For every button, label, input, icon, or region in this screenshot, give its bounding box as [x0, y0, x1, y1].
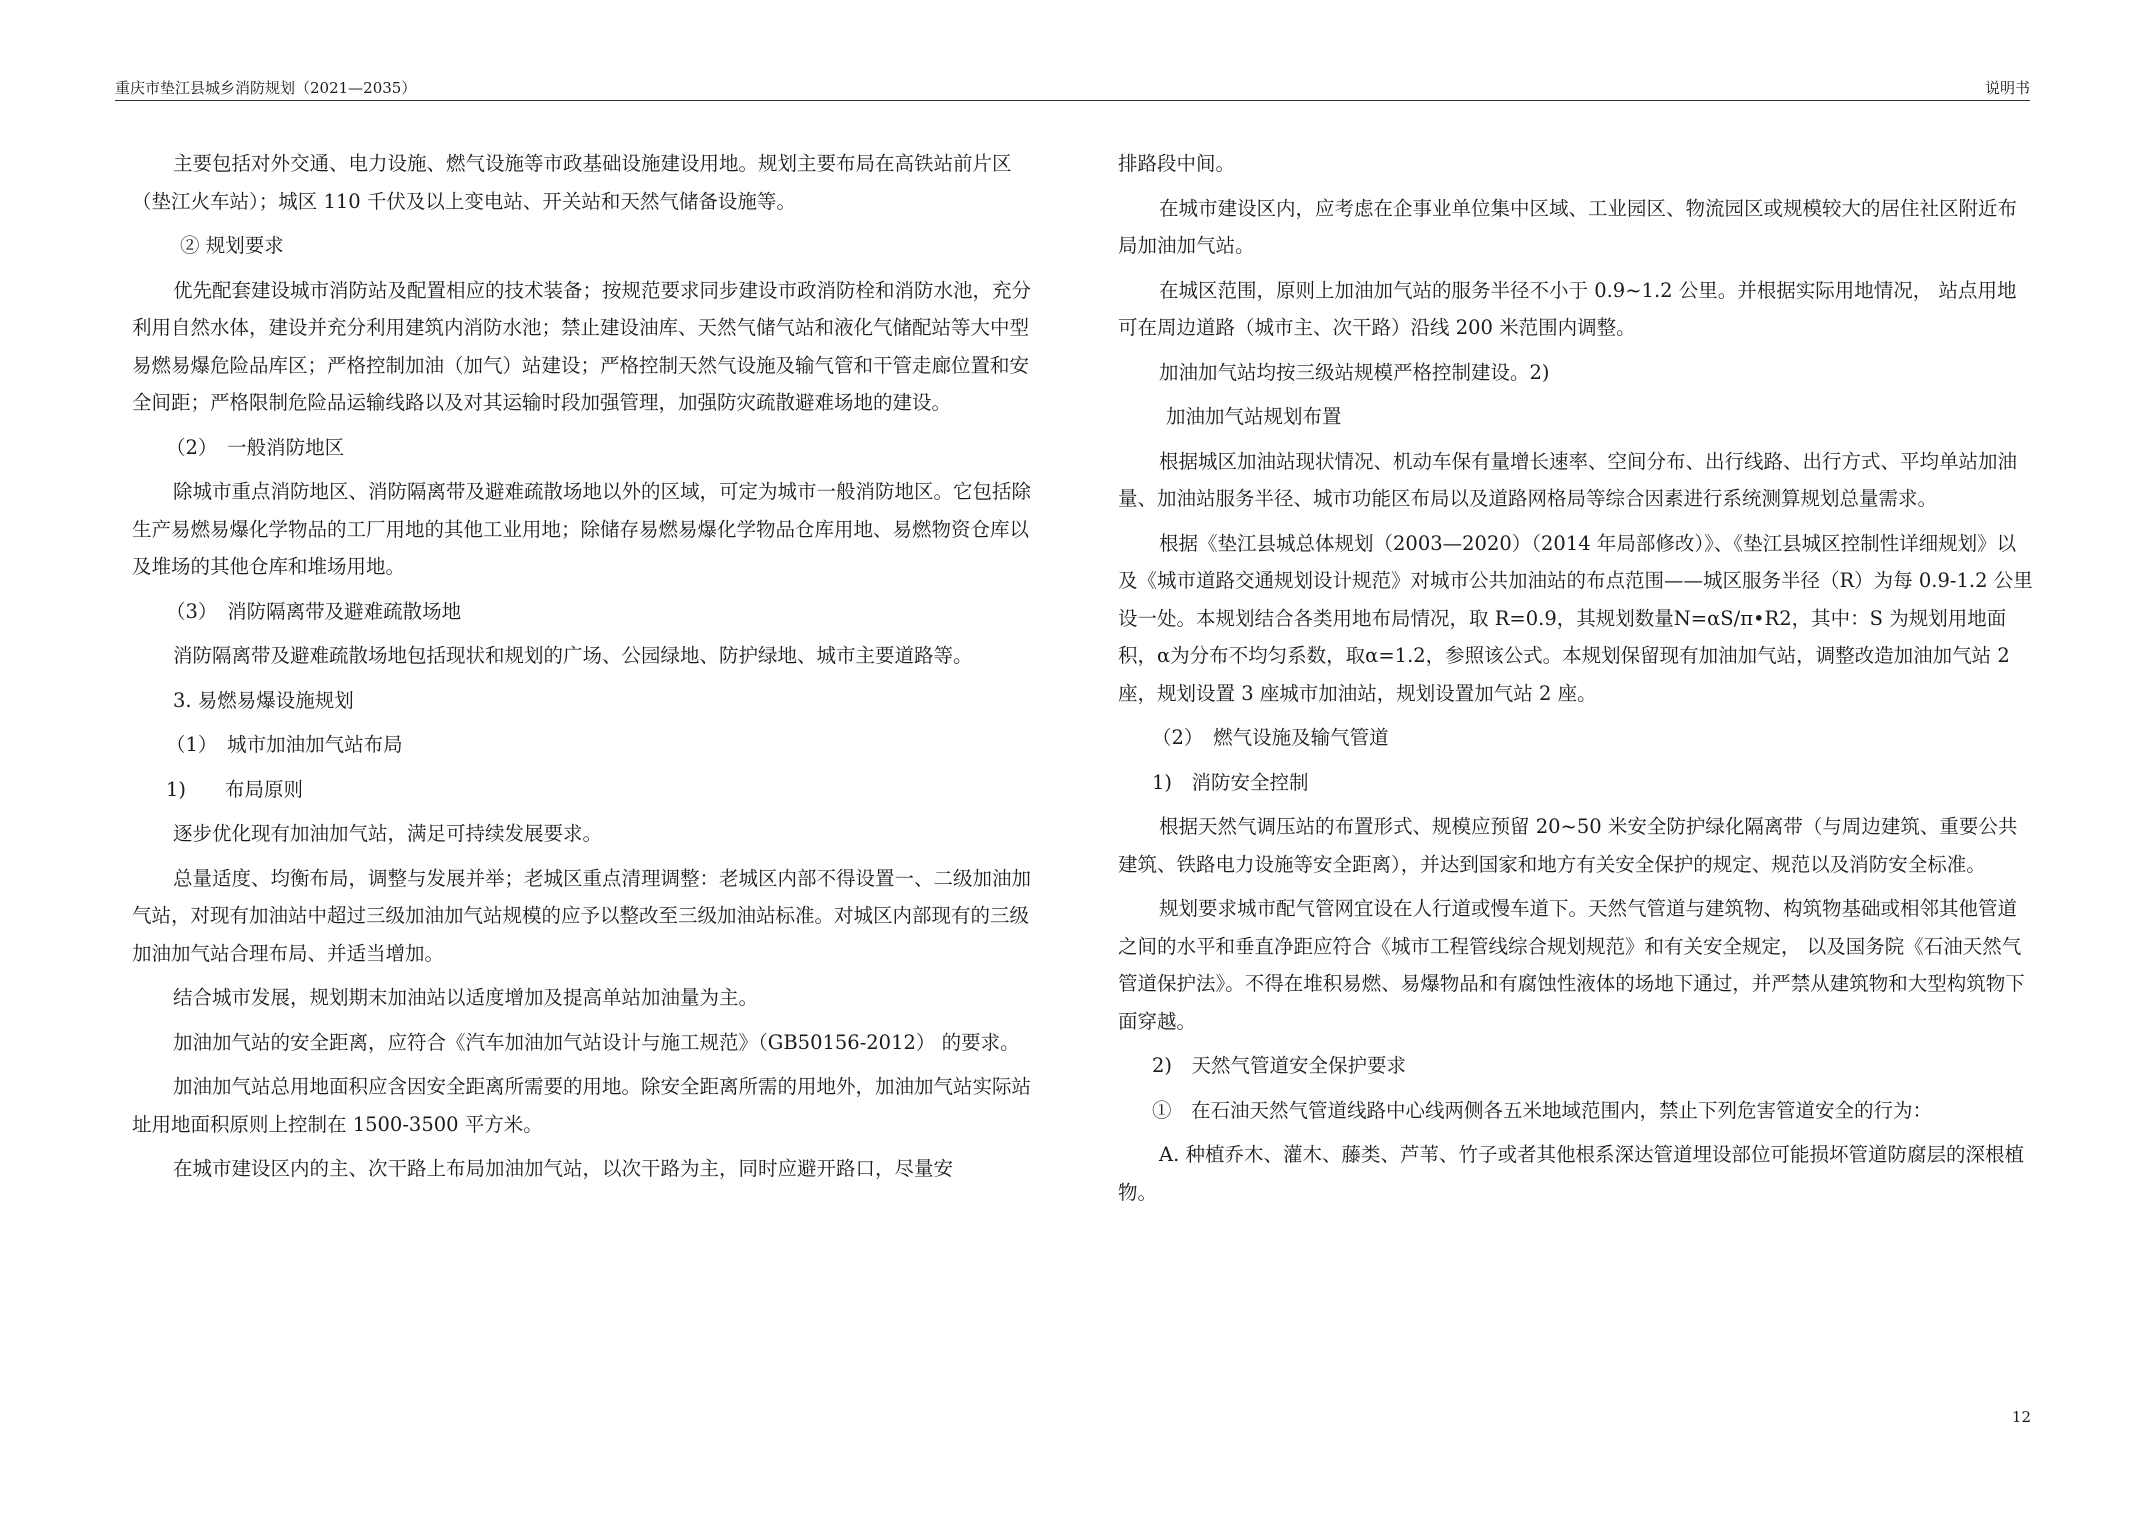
- paragraph: A. 种植乔木、灌木、藤类、芦苇、竹子或者其他根系深达管道埋设部位可能损坏管道防腐层的深根植物。: [1118, 1143, 2024, 1204]
- paragraph: 在城市建设区内，应考虑在企事业单位集中区域、工业园区、物流园区或规模较大的居住社区附近布局加油加气站。: [1118, 196, 2018, 257]
- paragraph: 结合城市发展，规划期末加油站以适度增加及提高单站加油量为主。: [173, 986, 759, 1009]
- paragraph: （3） 消防隔离带及避难疏散场地: [166, 599, 462, 623]
- paragraph: 3. 易燃易爆设施规划: [173, 688, 354, 712]
- paragraph: 总量适度、均衡布局，调整与发展并举；老城区重点清理调整：老城区内部不得设置一、二级加油加气站，对现有加油站中超过三级加油加气站规模的应予以整改至三级加油站标准。对城区内部现有的三级加油加气站合理布局、并适当增加。: [132, 866, 1032, 965]
- paragraph: 规划要求城市配气管网宜设在人行道或慢车道下。天然气管道与建筑物、构筑物基础或相邻其他管道之间的水平和垂直净距应符合《城市工程管线综合规划规范》和有关安全规定， 以及国务院《石油天然气管道保护法》。不得在堆积易燃、易爆物品和有腐蚀性液体的场地下通过，并严禁从建筑物和大型构筑物下面穿越。: [1118, 897, 2025, 1033]
- paragraph: 加油加气站的安全距离，应符合《汽车加油加气站设计与施工规范》（GB50156-2012） 的要求。: [173, 1030, 1020, 1054]
- paragraph: 加油加气站规划布置: [1166, 405, 1342, 428]
- paragraph: 在城市建设区内的主、次干路上布局加油加气站，以次干路为主，同时应避开路口，尽量安: [173, 1157, 954, 1180]
- right-column: [1118, 145, 2035, 1218]
- paragraph: ① 在石油天然气管道线路中心线两侧各五米地域范围内，禁止下列危害管道安全的行为：: [1152, 1098, 1933, 1122]
- paragraph: （2） 一般消防地区: [166, 435, 345, 459]
- paragraph: 排路段中间。: [1118, 152, 1236, 175]
- document-title: 重庆市垫江县城乡消防规划（2021—2035）: [115, 79, 417, 97]
- paragraph: 加油加气站总用地面积应含因安全距离所需要的用地。除安全距离所需的用地外，加油加气站实际站址用地面积原则上控制在 1500-3500 平方米。: [132, 1075, 1032, 1136]
- paragraph: 主要包括对外交通、电力设施、燃气设施等市政基础设施建设用地。规划主要布局在高铁站前片区（垫江火车站）；城区 110 千伏及以上变电站、开关站和天然气储备设施等。: [132, 152, 1012, 213]
- paragraph: 1) 布局原则: [166, 777, 304, 801]
- paragraph: 根据天然气调压站的布置形式、规模应预留 20~50 米安全防护绿化隔离带（与周边建筑、重要公共建筑、铁路电力设施等安全距离），并达到国家和地方有关安全保护的规定、规范以及消防安全标准。: [1118, 815, 2018, 876]
- paragraph: ② 规划要求: [180, 234, 284, 257]
- document-type: 说明书: [1984, 79, 2030, 97]
- paragraph: 根据城区加油站现状情况、机动车保有量增长速率、空间分布、出行线路、出行方式、平均单站加油量、加油站服务半径、城市功能区布局以及道路网格局等综合因素进行系统测算规划总量需求。: [1118, 449, 2018, 510]
- left-column: [132, 145, 1047, 1195]
- paragraph: 2) 天然气管道安全保护要求: [1152, 1054, 1407, 1077]
- paragraph: 1) 消防安全控制: [1152, 770, 1309, 794]
- paragraph: 根据《垫江县城总体规划（2003—2020）（2014 年局部修改）》、《垫江县城区控制性详细规划》以及《城市道路交通规划设计规范》对城市公共加油站的布点范围——城区服务半径（R）为每 0.9-1.2 公里设一处。本规划结合各类用地布局情况，取 R=0.9，其规划数量N=αS/π•R2，其中：S 为规划用地面积，α为分布不均匀系数，取α=1.2，参照该公式。本规划保留现有加油加气站，调整改造加油加气站 2 座，规划设置 3 座城市加油站，规划设置加气站 2 座。: [1118, 531, 2033, 705]
- paragraph: 在城区范围，原则上加油加气站的服务半径不小于 0.9~1.2 公里。并根据实际用地情况， 站点用地可在周边道路（城市主、次干路）沿线 200 米范围内调整。: [1118, 278, 2017, 339]
- paragraph: 逐步优化现有加油加气站，满足可持续发展要求。: [173, 822, 603, 845]
- paragraph: 除城市重点消防地区、消防隔离带及避难疏散场地以外的区域，可定为城市一般消防地区。它包括除生产易燃易爆化学物品的工厂用地的其他工业用地；除储存易燃易爆化学物品仓库用地、易燃物资仓库以及堆场的其他仓库和堆场用地。: [132, 480, 1032, 578]
- paragraph: （1） 城市加油加气站布局: [166, 733, 403, 756]
- paragraph: （2） 燃气设施及输气管道: [1152, 726, 1389, 749]
- paragraph: 消防隔离带及避难疏散场地包括现状和规划的广场、公园绿地、防护绿地、城市主要道路等。: [173, 644, 973, 667]
- paragraph: 加油加气站均按三级站规模严格控制建设。2): [1159, 360, 1550, 384]
- paragraph: 优先配套建设城市消防站及配置相应的技术装备；按规范要求同步建设市政消防栓和消防水池，充分利用自然水体，建设并充分利用建筑内消防水池；禁止建设油库、天然气储气站和液化气储配站等大中型易燃易爆危险品库区；严格控制加油（加气）站建设；严格控制天然气设施及输气管和干管走廊位置和安全间距；严格限制危险品运输线路以及对其运输时段加强管理，加强防灾疏散避难场地的建设。: [132, 278, 1032, 414]
- page-header: [115, 74, 2030, 101]
- page-number: 12: [2011, 1408, 2031, 1426]
